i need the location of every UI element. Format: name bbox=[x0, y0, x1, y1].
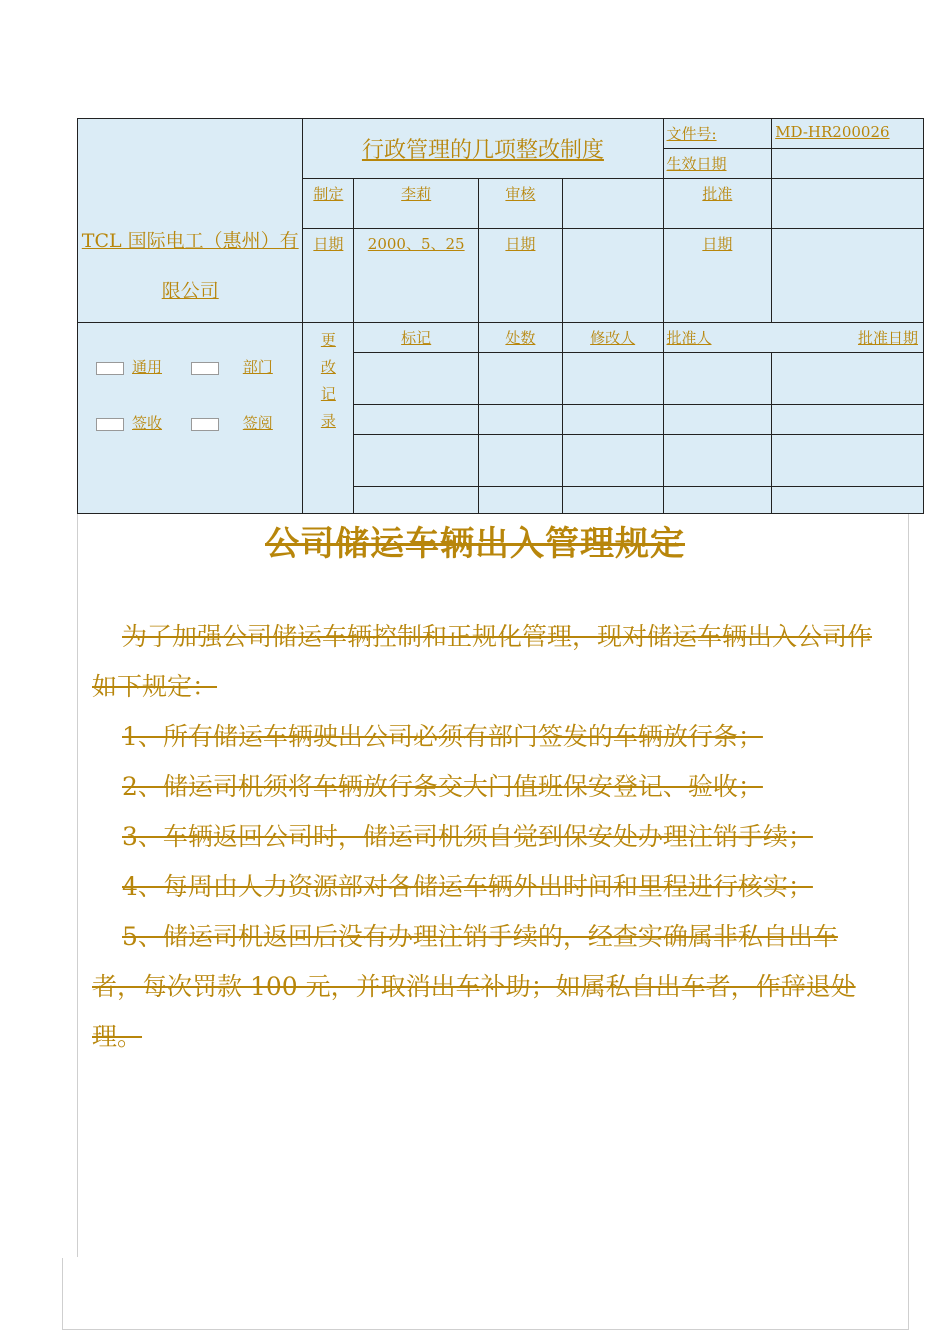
date-value-cell-2 bbox=[562, 229, 663, 323]
col-mark-label: 标记 bbox=[401, 329, 432, 347]
col-editor bbox=[562, 323, 663, 353]
checkbox-dept[interactable] bbox=[191, 362, 219, 375]
header-table bbox=[77, 118, 924, 509]
paragraph-rule-1: 1、所有储运车辆驶出公司必须有部门签发的车辆放行条； bbox=[122, 722, 763, 751]
paragraph-rule-2: 2、储运司机须将车辆放行条交大门值班保安登记、验收； bbox=[122, 772, 763, 801]
change-row-3-c3 bbox=[562, 435, 663, 487]
doc-no-label: 文件号: bbox=[666, 125, 717, 143]
col-editor-label: 修改人 bbox=[590, 329, 636, 347]
checkbox-read[interactable] bbox=[191, 418, 219, 431]
document-body bbox=[92, 612, 872, 1062]
option-row-1 bbox=[78, 355, 302, 379]
option-read: 签阅 bbox=[242, 414, 273, 432]
date-value-cell-3 bbox=[772, 229, 924, 323]
doc-no-value: MD-HR200026 bbox=[775, 123, 890, 141]
change-row-4-c3 bbox=[562, 487, 663, 514]
change-record-label: 更改记录 bbox=[320, 331, 336, 430]
paragraph-rule-3: 3、车辆返回公司时，储运司机须自觉到保安处办理注销手续； bbox=[122, 822, 813, 851]
doc-no-label-cell bbox=[663, 119, 772, 149]
change-row-3-c1 bbox=[354, 435, 479, 487]
option-sign: 签收 bbox=[132, 414, 163, 432]
change-record-label-cell bbox=[303, 323, 354, 514]
checkbox-general[interactable] bbox=[96, 362, 124, 375]
checkbox-sign[interactable] bbox=[96, 418, 124, 431]
date-value-cell-1 bbox=[354, 229, 479, 323]
date-value-1: 2000、5、25 bbox=[367, 235, 465, 253]
effective-label: 生效日期 bbox=[666, 155, 727, 173]
date-label-3: 日期 bbox=[702, 235, 733, 253]
title-cell bbox=[303, 119, 663, 179]
option-row-2 bbox=[78, 411, 302, 435]
effective-value-cell bbox=[772, 149, 924, 179]
col-count bbox=[479, 323, 563, 353]
bottom-page-rule bbox=[62, 1329, 909, 1330]
date-label-cell-3 bbox=[663, 229, 772, 323]
change-row-2-c5 bbox=[772, 405, 924, 435]
change-row-4-c4 bbox=[663, 487, 772, 514]
approve-label: 批准 bbox=[702, 185, 733, 203]
made-by: 李莉 bbox=[401, 185, 432, 203]
paragraph-rule-5: 5、储运司机返回后没有办理注销手续的，经查实确属非私自出车者，每次罚款 100 元，并取消出车补助；如属私自出车者，作辞退处理。 bbox=[92, 922, 856, 1051]
left-margin-rule-lower bbox=[62, 1258, 63, 1330]
change-row-4-c2 bbox=[479, 487, 563, 514]
change-row-1-c5 bbox=[772, 353, 924, 405]
company-name: TCL 国际电工（惠州）有限公司 bbox=[81, 230, 299, 302]
change-row-2-c4 bbox=[663, 405, 772, 435]
change-row-4-c5 bbox=[772, 487, 924, 514]
approve-value-cell bbox=[772, 179, 924, 229]
col-count-label: 处数 bbox=[505, 329, 536, 347]
paragraph-rule-4: 4、每周由人力资源部对各储运车辆外出时间和里程进行核实； bbox=[122, 872, 813, 901]
right-margin-rule bbox=[908, 509, 909, 1329]
option-general: 通用 bbox=[132, 358, 163, 376]
change-row-3-c5 bbox=[772, 435, 924, 487]
date-label-2: 日期 bbox=[505, 235, 536, 253]
doc-system-title: 行政管理的几项整改制度 bbox=[361, 138, 604, 163]
change-row-2-c2 bbox=[479, 405, 563, 435]
document-title: 公司储运车辆出入管理规定 bbox=[265, 524, 685, 564]
col-approver-label: 批准人 bbox=[666, 329, 712, 347]
distribution-cell bbox=[78, 323, 303, 514]
date-label-cell-2 bbox=[479, 229, 563, 323]
change-row-2-c1 bbox=[354, 405, 479, 435]
change-row-3-c2 bbox=[479, 435, 563, 487]
company-cell bbox=[78, 119, 303, 323]
left-margin-rule bbox=[77, 509, 78, 1257]
date-label-cell-1 bbox=[303, 229, 354, 323]
paragraph-intro: 为了加强公司储运车辆控制和正规化管理，现对储运车辆出入公司作如下规定： bbox=[92, 622, 873, 701]
made-label-cell bbox=[303, 179, 354, 229]
made-label: 制定 bbox=[313, 185, 344, 203]
made-by-cell bbox=[354, 179, 479, 229]
review-label-cell bbox=[479, 179, 563, 229]
col-approve-date-label: 批准日期 bbox=[857, 329, 918, 347]
option-dept: 部门 bbox=[242, 358, 273, 376]
col-mark bbox=[354, 323, 479, 353]
doc-no-value-cell bbox=[772, 119, 924, 149]
change-row-1-c3 bbox=[562, 353, 663, 405]
change-row-1-c1 bbox=[354, 353, 479, 405]
review-value-cell bbox=[562, 179, 663, 229]
approve-label-cell bbox=[663, 179, 772, 229]
col-approver bbox=[663, 323, 924, 353]
date-label-1: 日期 bbox=[313, 235, 344, 253]
effective-label-cell bbox=[663, 149, 772, 179]
change-row-4-c1 bbox=[354, 487, 479, 514]
change-row-1-c4 bbox=[663, 353, 772, 405]
change-row-1-c2 bbox=[479, 353, 563, 405]
change-row-2-c3 bbox=[562, 405, 663, 435]
change-row-3-c4 bbox=[663, 435, 772, 487]
review-label: 审核 bbox=[505, 185, 536, 203]
